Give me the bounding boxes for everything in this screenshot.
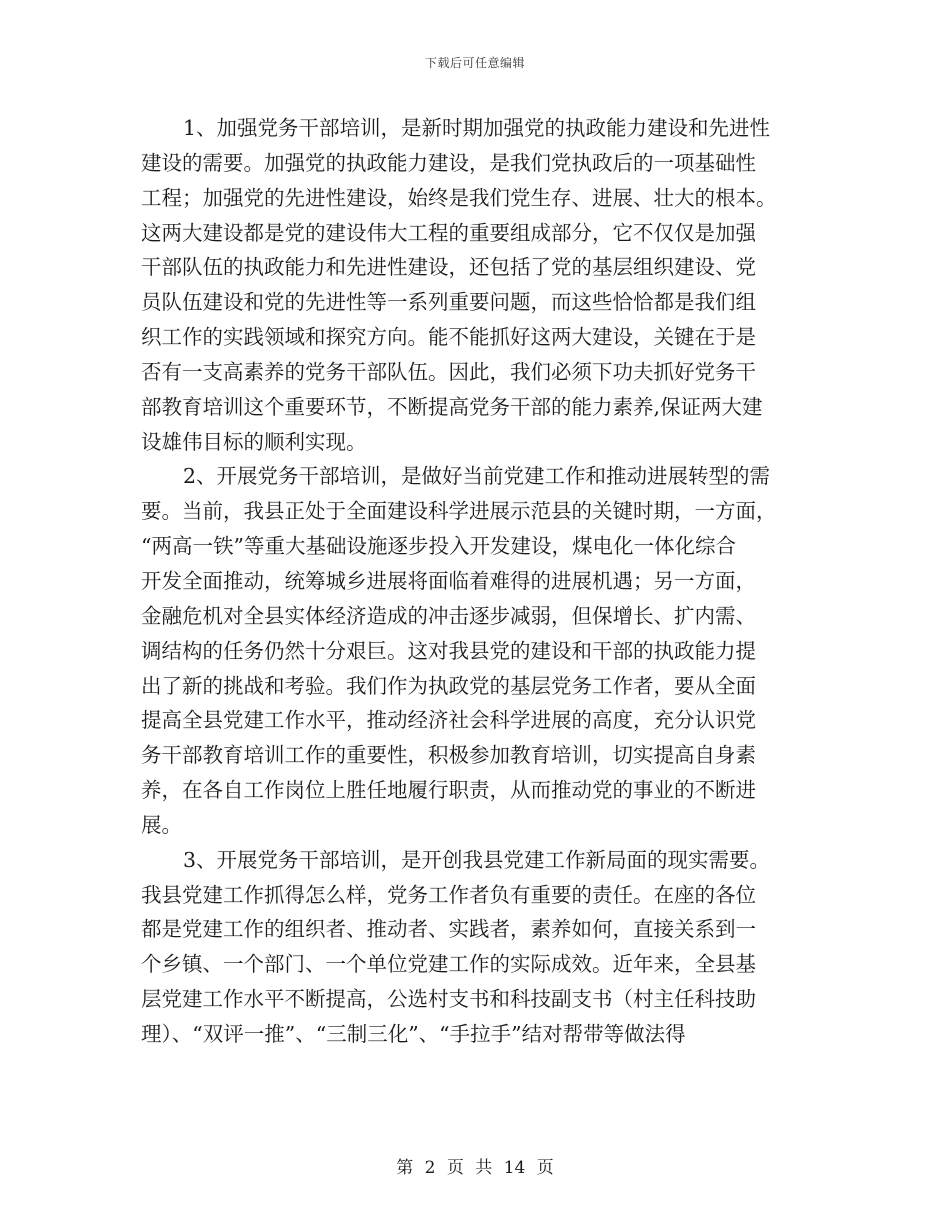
text-line: 建设的需要。加强党的执政能力建设，是我们党执政后的一项基础性	[141, 150, 756, 175]
text-line: 养，在各自工作岗位上胜任地履行职责，从而推动党的事业的不断进	[141, 778, 756, 803]
text-line: 我县党建工作抓得怎么样，党务工作者负有重要的责任。在座的各位	[141, 882, 756, 907]
current-page-number: 2	[424, 1158, 436, 1178]
total-page-count: 14	[503, 1158, 526, 1178]
paragraph-1	[141, 111, 807, 459]
text-line: 层党建工作水平不断提高，公选村支书和科技副支书（村主任科技助	[141, 987, 756, 1012]
text-line: 3、开展党务干部培训，是开创我县党建工作新局面的现实需要。	[183, 847, 771, 872]
text-line: 干部队伍的执政能力和先进性建设，还包括了党的基层组织建设、党	[141, 255, 756, 280]
page-footer	[0, 1153, 950, 1178]
text-line: 出了新的挑战和考验。我们作为执政党的基层党务工作者，要从全面	[141, 673, 756, 698]
paragraph-2	[141, 459, 807, 842]
text-line: 理）、“双评一推”、“三制三化”、“手拉手”结对帮带等做法得	[141, 1021, 686, 1046]
page-header: 下载后可任意编辑	[424, 56, 525, 70]
text-line: 个乡镇、一个部门、一个单位党建工作的实际成效。近年来，全县基	[141, 952, 756, 977]
text-line: 织工作的实践领域和探究方向。能不能抓好这两大建设，关键在于是	[141, 325, 756, 350]
footer-prefix: 第	[396, 1158, 414, 1178]
text-line: 工程；加强党的先进性建设，始终是我们党生存、进展、壮大的根本。	[141, 185, 777, 210]
text-line: 要。当前，我县正处于全面建设科学进展示范县的关键时期，一方面，	[141, 499, 777, 524]
text-line: 金融危机对全县实体经济造成的冲击逐步减弱，但保增长、扩内需、	[141, 603, 756, 628]
text-line: “两高一铁”等重大基础设施逐步投入开发建设，煤电化一体化综合	[141, 534, 736, 559]
text-line: 1、加强党务干部培训，是新时期加强党的执政能力建设和先进性	[183, 116, 771, 140]
text-line: 2、开展党务干部培训，是做好当前党建工作和推动进展转型的需	[183, 464, 771, 489]
text-line: 这两大建设都是党的建设伟大工程的重要组成部分，它不仅仅是加强	[141, 220, 756, 245]
text-line: 部教育培训这个重要环节，不断提高党务干部的能力素养,保证两大建	[141, 394, 763, 419]
text-line: 展。	[141, 812, 182, 837]
text-line: 提高全县党建工作水平，推动经济社会科学进展的高度，充分认识党	[141, 708, 756, 733]
text-line: 员队伍建设和党的先进性等一系列重要问题，而这些恰恰都是我们组	[141, 290, 756, 315]
text-line: 设雄伟目标的顺利实现。	[141, 429, 367, 454]
document-body	[141, 111, 807, 1052]
text-line: 务干部教育培训工作的重要性，积极参加教育培训，切实提高自身素	[141, 743, 756, 768]
text-line: 否有一支高素养的党务干部队伍。因此，我们必须下功夫抓好党务干	[141, 359, 756, 384]
footer-middle: 页 共	[446, 1158, 493, 1178]
text-line: 都是党建工作的组织者、推动者、实践者，素养如何，直接关系到一	[141, 917, 756, 942]
text-line: 开发全面推动，统筹城乡进展将面临着难得的进展机遇；另一方面，	[141, 568, 756, 593]
text-line: 调结构的任务仍然十分艰巨。这对我县党的建设和干部的执政能力提	[141, 638, 756, 663]
footer-suffix: 页	[536, 1158, 554, 1178]
paragraph-3	[141, 843, 807, 1052]
